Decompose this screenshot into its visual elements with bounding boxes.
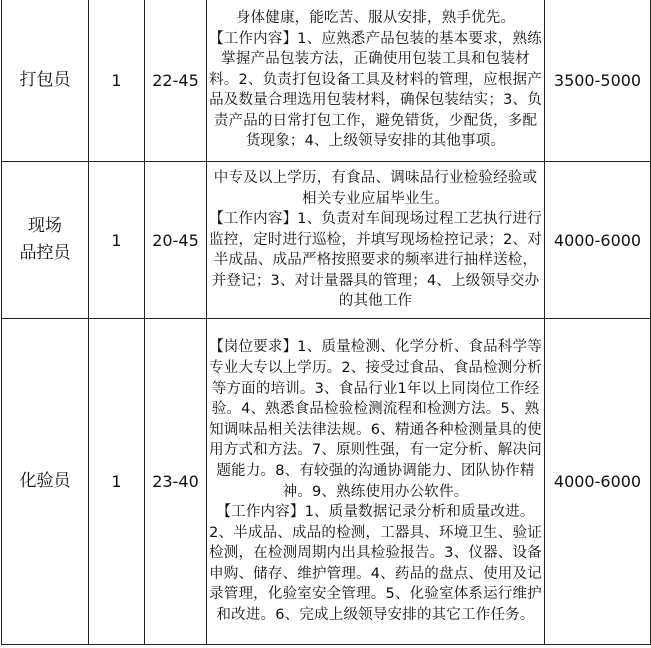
table-row (2, 162, 651, 319)
table-row (2, 319, 651, 645)
headcount-cell: 1 (89, 319, 145, 645)
description-cell: 身体健康，能吃苦、服从安排，熟手优先。 【工作内容】1、应熟悉产品包装的基本要求，熟练掌握产品包装方法，正确使用包装工具和包装材料。2、负责打包设备工具及材料的管理，应根据产品及数量合理选用包装材料，确保包装结实；3、负责产品的日常打包工作，避免错货，少配货，多配货现象；4、上级领导安排的其他事项。 (207, 0, 545, 162)
description-cell: 中专及以上学历，有食品、调味品行业检验经验或相关专业应届毕业生。 【工作内容】1、负责对车间现场过程工艺执行进行监控，定时进行巡检，并填写现场检控记录；2、对半成品、成品严格按照要求的频率进行抽样送检，并登记；3、对计量器具的管理；4、上级领导交办的其他工作 (207, 162, 545, 319)
table-row (2, 0, 651, 162)
position-cell: 化验员 (2, 319, 89, 645)
job-table (1, 0, 651, 645)
position-cell: 打包员 (2, 0, 89, 162)
age-range-cell: 20-45 (145, 162, 207, 319)
salary-cell: 4000-6000 (545, 162, 651, 319)
headcount-cell: 1 (89, 162, 145, 319)
position-cell: 现场 品控员 (2, 162, 89, 319)
age-range-cell: 23-40 (145, 319, 207, 645)
age-range-cell: 22-45 (145, 0, 207, 162)
headcount-cell: 1 (89, 0, 145, 162)
salary-cell: 3500-5000 (545, 0, 651, 162)
salary-cell: 4000-6000 (545, 319, 651, 645)
description-cell: 【岗位要求】1、质量检测、化学分析、食品科学等专业大专以上学历。2、接受过食品、食品检测分析等方面的培训。3、食品行业1年以上同岗位工作经验。4、熟悉食品检验检测流程和检测方法。5、熟知调味品相关法律法规。6、精通各种检测量具的使用方式和方法。7、原则性强，有一定分析、解决问题能力。8、有较强的沟通协调能力、团队协作精神。9、熟练使用办公软件。 【工作内容】1、质量数据记录分析和质量改进。2、半成品、成品的检测，工器具、环境卫生、验证检测，在检测周期内出具检验报告。3、仪器、设备申购、储存、维护管理。4、药品的盘点、使用及记录管理，化验室安全管理。5、化验室体系运行维护和改进。6、完成上级领导安排的其它工作任务。 (207, 319, 545, 645)
